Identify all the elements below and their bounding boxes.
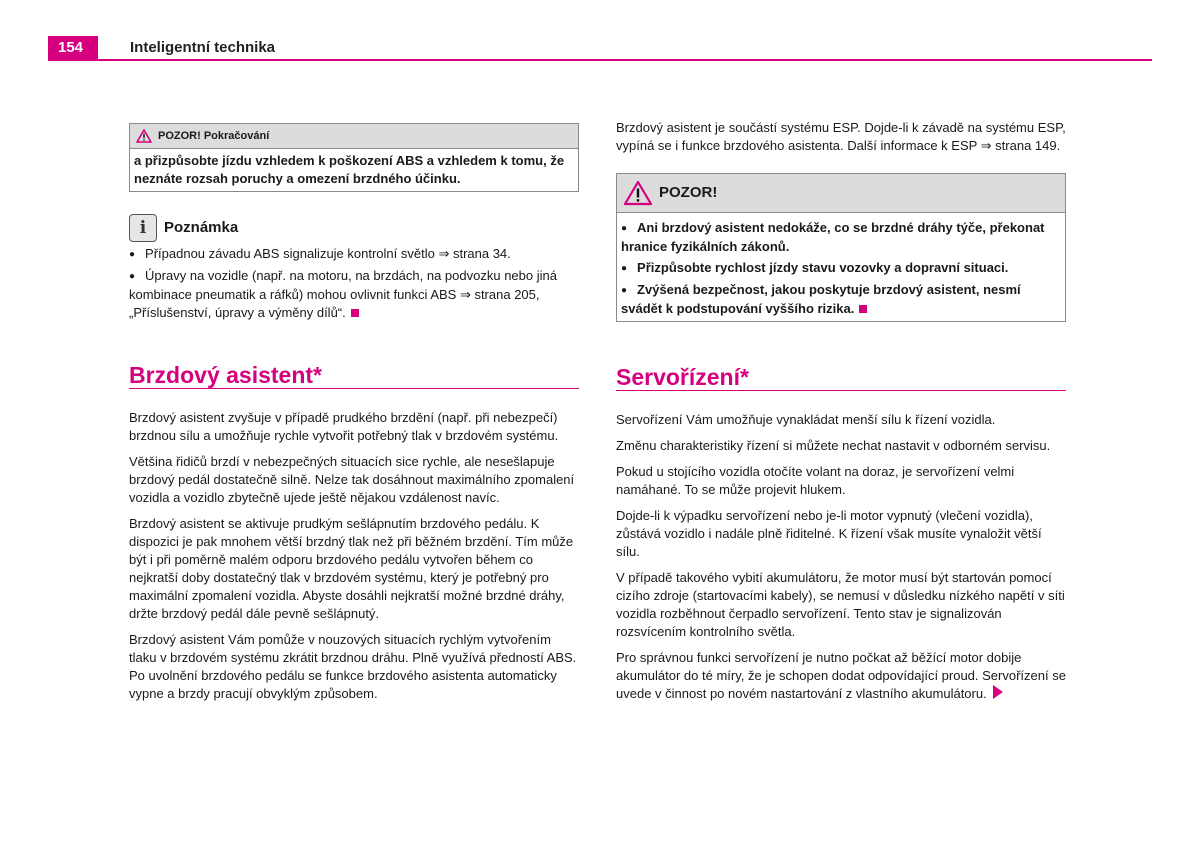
note-heading <box>129 214 579 242</box>
paragraph: Změnu charakteristiky řízení si můžete nechat nastavit v odborném servisu. <box>616 438 1051 453</box>
note-title: Poznámka <box>164 219 239 236</box>
warning-continued-header <box>130 124 578 149</box>
warning-triangle-icon <box>623 180 653 206</box>
end-square-icon <box>859 305 867 313</box>
warning-text <box>617 213 1065 321</box>
paragraph: Brzdový asistent zvyšuje v případě prudkého brzdění (např. při nebezpečí) brzdnou sílu a umožňuje rychle vytvořit potřebný tlak v brzdovém systému. <box>129 410 559 443</box>
warning-continued-box <box>129 123 579 192</box>
warning-triangle-icon <box>136 129 152 143</box>
paragraph: Pokud u stojícího vozidla otočíte volant na doraz, je servořízení velmi namáhané. To se může projevit hlukem. <box>616 464 1015 497</box>
warning-item: ● Zvýšená bezpečnost, jakou poskytuje brzdový asistent, nesmí svádět k podstupování vyššího rizika. <box>621 281 1061 318</box>
paragraph: Dojde-li k výpadku servořízení nebo je-li motor vypnutý (vlečení vozidla), zůstává vozidlo i nadále plně řiditelné. K řízení však musíte vynaložit větší sílu. <box>616 508 1042 559</box>
warning-item: ● Ani brzdový asistent nedokáže, co se brzdné dráhy týče, překonat hranice fyzikálních zákonů. <box>621 219 1061 256</box>
page-number: 154 <box>48 36 98 60</box>
paragraph: Většina řidičů brzdí v nebezpečných situacích sice rychle, ale nesešlapuje brzdový pedál dostatečně silně. Nelze tak dosáhnout maximálního zpomalení vozidla a vozidlo zbytečně ujede ještě nějakou vzdálenost navíc. <box>129 454 575 505</box>
paragraph: Servořízení Vám umožňuje vynakládat menší sílu k řízení vozidla. <box>616 412 996 427</box>
paragraph: Brzdový asistent se aktivuje prudkým sešlápnutím brzdového pedálu. K dispozici je pak mnohem větší brzdný tlak než při běžném brzdění. Tím může být i při poměrně malém odporu brzdového pedálu vytvořen během co nejkratší doby dostatečný tlak v brzdovém systému, který je potřebný pro maximální zpomalení vozidla. Abyste dosáhli nejkratší možné brzdné dráhy, držte brzdový pedál dále pevně sešlápnutý. <box>129 516 574 621</box>
paragraph: Brzdový asistent Vám pomůže v nouzových situacích rychlým vytvořením tlaku v brzdovém systému zkrátit brzdnou dráhu. Plně využívá předností ABS. Po uvolnění brzdového pedálu se funkce brzdového asistenta automaticky vypne a brzdy pracují obvyklým způsobem. <box>129 632 577 701</box>
note-item: ● Případnou závadu ABS signalizuje kontrolní světlo ⇒ strana 34. <box>129 245 579 264</box>
note-item: ● Úpravy na vozidle (např. na motoru, na brzdách, na podvozku nebo jiná kombinace pneumatik a ráfků) mohou ovlivnit funkci ABS ⇒ strana 205, „Příslušenství, úpravy a výměny dílů“. <box>129 267 579 322</box>
right-column <box>616 119 1066 711</box>
continue-arrow-icon <box>993 685 1003 699</box>
brake-assist-text <box>129 409 579 703</box>
warning-continued-text: a přizpůsobte jízdu vzhledem k poškození ABS a vzhledem k tomu, že neznáte rozsah poruchy a omezení brzdného účinku. <box>134 153 565 186</box>
paragraph: V případě takového vybití akumulátoru, že motor musí být startován pomocí cizího zdroje (startovacími kabely), se nemusí v důsledku nízkého napětí v síti vozidla rozběhnout čerpadlo servořízení. Tento stav je signalizován rozsvícením kontrolního světla. <box>616 570 1065 639</box>
paragraph-last: Pro správnou funkci servořízení je nutno počkat až běžící motor dobije akumulátor do té míry, že je schopen dodat odpovídající proud. Servořízení se uvede v činnost po novém nastartování z vlastního akumulátoru. <box>616 650 1066 701</box>
section-title-brake-assist: Brzdový asistent* <box>129 366 579 389</box>
chapter-title: Inteligentní technika <box>130 39 276 56</box>
power-steering-text <box>616 411 1066 703</box>
warning-item: ● Přizpůsobte rychlost jízdy stavu vozovky a dopravní situaci. <box>621 259 1061 278</box>
warning-box <box>616 173 1066 322</box>
header-rule <box>48 59 1152 61</box>
info-i-icon: i <box>129 214 157 242</box>
warning-label: POZOR! <box>659 184 718 201</box>
warning-continued-label: POZOR! Pokračování <box>158 130 270 142</box>
note-block <box>129 214 579 322</box>
section-title-power-steering: Servořízení* <box>616 368 1066 391</box>
intro-paragraph: Brzdový asistent je součástí systému ESP. Dojde-li k závadě na systému ESP, vypíná se i funkce brzdového asistenta. Další informace k ESP ⇒ strana 149. <box>616 120 1066 153</box>
warning-header <box>617 174 1065 213</box>
end-square-icon <box>351 309 359 317</box>
left-column <box>129 123 579 711</box>
page-header <box>0 0 1200 62</box>
